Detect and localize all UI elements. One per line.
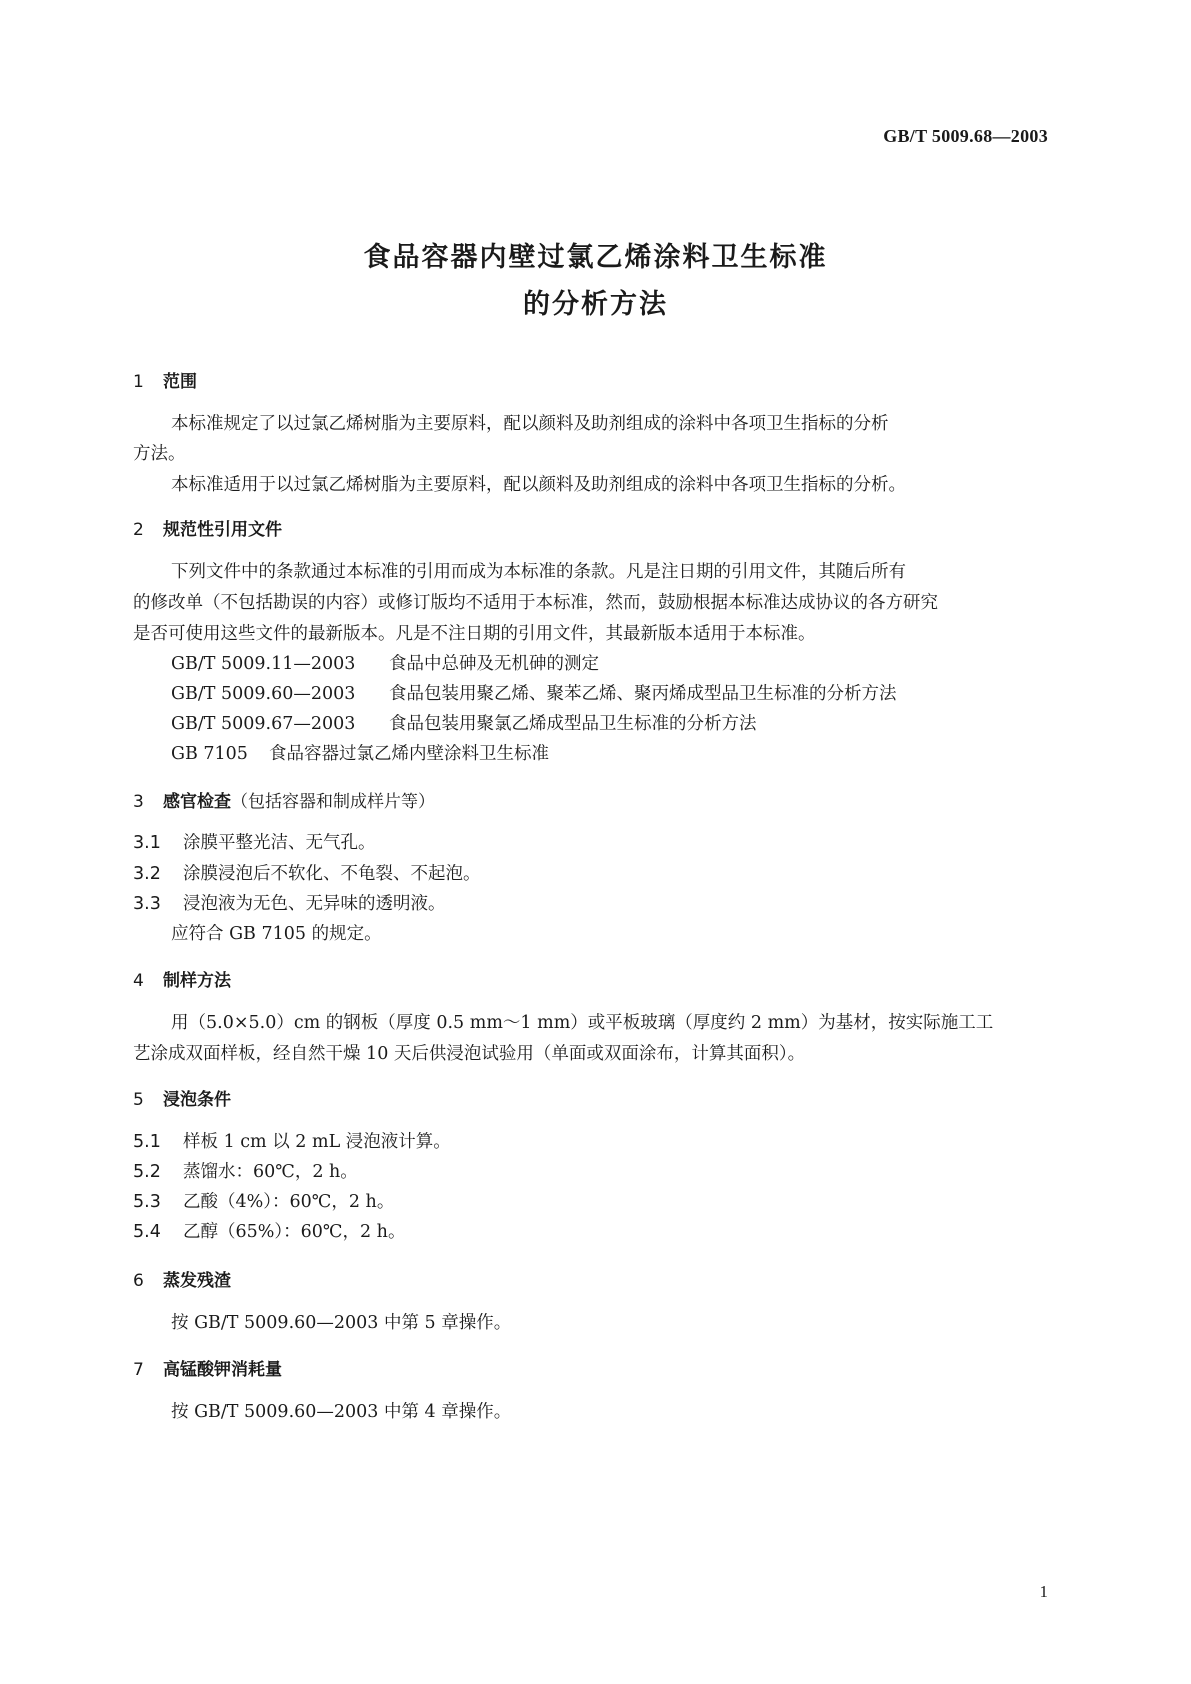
section-4-heading [133,966,231,991]
section-5-heading [133,1085,231,1110]
clause-text: 浸泡液为无色、无异味的透明液。 [183,894,446,914]
clause-note: 应符合 GB 7105 的规定。 [171,924,382,944]
reference-code: GB/T 5009.67—2003 [171,714,356,734]
paragraph-line: 是否可使用这些文件的最新版本。凡是不注日期的引用文件，其最新版本适用于本标准。 [133,624,816,644]
clause-text: 涂膜浸泡后不软化、不龟裂、不起泡。 [183,864,481,884]
reference-entry [171,710,757,735]
document-title-line-2: 的分析方法 [523,289,668,320]
paragraph-line: 按 GB/T 5009.60—2003 中第 5 章操作。 [171,1313,512,1333]
paragraph-line: 本标准规定了以过氯乙烯树脂为主要原料，配以颜料及助剂组成的涂料中各项卫生指标的分析 [171,414,889,434]
standard-code: GB/T 5009.68—2003 [883,126,1048,146]
paragraph-line: 艺涂成双面样板，经自然干燥 10 天后供浸泡试验用（单面或双面涂布，计算其面积）。 [133,1044,806,1064]
section-number: 2 [133,520,144,540]
section-number: 5 [133,1090,144,1110]
clause-number: 5.4 [133,1222,161,1242]
paragraph-line: 本标准适用于以过氯乙烯树脂为主要原料，配以颜料及助剂组成的涂料中各项卫生指标的分析。 [171,475,906,495]
section-7-heading [133,1355,282,1380]
page-number: 1 [1039,1582,1048,1601]
clause-text: 蒸馏水：60℃，2 h。 [183,1162,358,1182]
section-title: 蒸发残渣 [163,1271,231,1291]
reference-title: 食品容器过氯乙烯内壁涂料卫生标准 [269,744,549,764]
reference-entry [171,650,599,675]
reference-entry [171,680,897,705]
section-title: 范围 [163,372,197,392]
paragraph-line: 下列文件中的条款通过本标准的引用而成为本标准的条款。凡是注日期的引用文件，其随后所有 [171,562,906,582]
clause-item [133,1128,451,1153]
clause-number: 5.3 [133,1192,161,1212]
section-6-heading [133,1266,231,1291]
paragraph-line: 的修改单（不包括勘误的内容）或修订版均不适用于本标准，然而，鼓励根据本标准达成协议的各方研究 [133,593,938,613]
clause-text: 乙酸（4%）：60℃，2 h。 [183,1192,395,1212]
section-2-heading [133,515,282,540]
section-title: 规范性引用文件 [163,520,282,540]
clause-number: 3.2 [133,864,161,884]
section-number: 4 [133,971,144,991]
section-title: 高锰酸钾消耗量 [163,1360,282,1380]
clause-item [133,1158,358,1183]
paragraph-line: 按 GB/T 5009.60—2003 中第 4 章操作。 [171,1402,512,1422]
section-3-heading [133,787,435,812]
section-title: 感官检查 [163,792,231,812]
reference-code: GB/T 5009.11—2003 [171,654,356,674]
section-title-note: （包括容器和制成样片等） [231,792,435,812]
reference-code: GB/T 5009.60—2003 [171,684,356,704]
clause-text: 样板 1 cm 以 2 mL 浸泡液计算。 [183,1132,451,1152]
paragraph-line: 用（5.0×5.0）cm 的钢板（厚度 0.5 mm～1 mm）或平板玻璃（厚度约 2 mm）为基材，按实际施工工 [171,1013,994,1033]
clause-text: 乙醇（65%）：60℃，2 h。 [183,1222,406,1242]
document-title-line-1: 食品容器内壁过氯乙烯涂料卫生标准 [363,242,828,273]
section-title: 浸泡条件 [163,1090,231,1110]
clause-number: 3.1 [133,833,161,853]
section-number: 6 [133,1271,144,1291]
clause-item [133,829,376,854]
paragraph-line: 方法。 [133,444,186,464]
clause-item [133,860,481,885]
section-number: 3 [133,792,144,812]
clause-item [133,890,446,915]
section-number: 1 [133,372,144,392]
reference-title: 食品包装用聚氯乙烯成型品卫生标准的分析方法 [389,714,757,734]
section-title: 制样方法 [163,971,231,991]
section-1-heading [133,367,197,392]
clause-number: 5.1 [133,1132,161,1152]
clause-number: 5.2 [133,1162,161,1182]
clause-text: 涂膜平整光洁、无气孔。 [183,833,376,853]
clause-item [133,1218,405,1243]
reference-code: GB 7105 [171,744,248,764]
reference-title: 食品包装用聚乙烯、聚苯乙烯、聚丙烯成型品卫生标准的分析方法 [389,684,897,704]
clause-number: 3.3 [133,894,161,914]
reference-title: 食品中总砷及无机砷的测定 [389,654,599,674]
section-number: 7 [133,1360,144,1380]
reference-entry [171,740,549,765]
clause-item [133,1188,394,1213]
